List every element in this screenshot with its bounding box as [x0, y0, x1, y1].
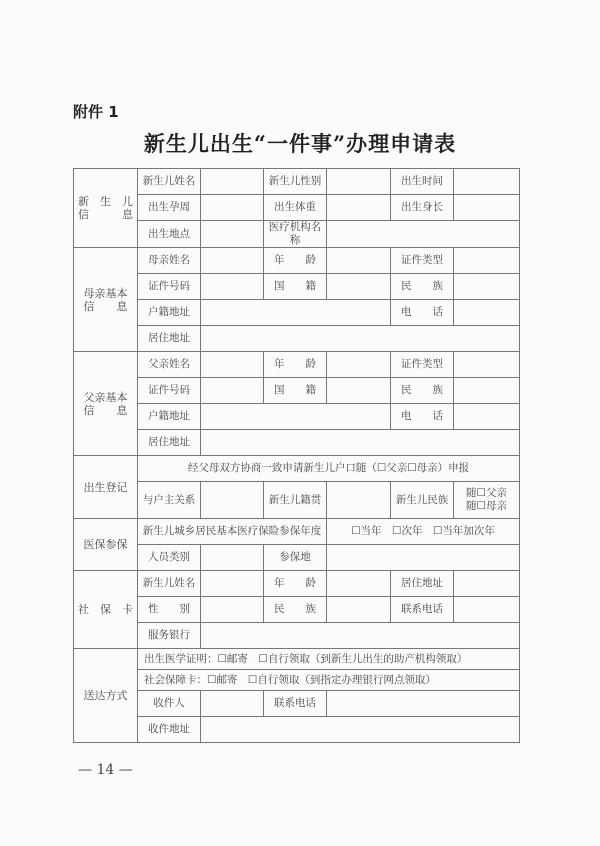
section-label: 送达方式 — [74, 649, 138, 743]
field-label: 参保地 — [264, 545, 327, 571]
field-label: 联系电话 — [391, 597, 454, 623]
input-cell[interactable] — [327, 169, 391, 195]
field-label: 社会保障卡：☐邮寄 ☐自行领取（到指定办理银行网点领取） — [138, 670, 520, 691]
form-row — [74, 352, 520, 378]
form-row — [74, 691, 520, 717]
input-cell[interactable] — [327, 248, 391, 274]
input-cell[interactable] — [201, 691, 264, 717]
form-row — [74, 221, 520, 248]
form-row — [74, 274, 520, 300]
input-cell[interactable] — [201, 248, 264, 274]
input-cell[interactable] — [454, 378, 520, 404]
field-label: 联系电话 — [264, 691, 327, 717]
input-cell[interactable] — [454, 597, 520, 623]
field-label: 经父母双方协商一致申请新生儿户口随（☐父亲☐母亲）申报 — [138, 456, 520, 482]
input-cell[interactable] — [327, 545, 520, 571]
field-label: 新生儿籍贯 — [264, 482, 327, 519]
input-cell[interactable] — [454, 571, 520, 597]
input-cell[interactable] — [454, 352, 520, 378]
form-row — [74, 545, 520, 571]
field-label: 证件号码 — [138, 378, 201, 404]
input-cell[interactable] — [201, 430, 520, 456]
field-label: 年 龄 — [264, 571, 327, 597]
input-cell[interactable] — [327, 274, 391, 300]
input-cell[interactable] — [454, 169, 520, 195]
field-label: 国 籍 — [264, 274, 327, 300]
page-number: — 14 — — [78, 762, 133, 778]
field-label: 出生体重 — [264, 195, 327, 221]
input-cell[interactable] — [201, 571, 264, 597]
input-cell[interactable] — [201, 717, 520, 743]
field-label: 证件类型 — [391, 248, 454, 274]
field-label: 新生儿姓名 — [138, 571, 201, 597]
form-row — [74, 649, 520, 670]
form-row — [74, 169, 520, 195]
field-label: 出生地点 — [138, 221, 201, 248]
field-label: 新生儿性别 — [264, 169, 327, 195]
input-cell[interactable] — [327, 195, 391, 221]
field-label: 民 族 — [264, 597, 327, 623]
input-cell[interactable] — [201, 597, 264, 623]
input-cell[interactable] — [327, 352, 391, 378]
input-cell[interactable] — [201, 300, 391, 326]
field-label: 户籍地址 — [138, 404, 201, 430]
field-label: 人员类别 — [138, 545, 201, 571]
input-cell[interactable] — [201, 545, 264, 571]
field-label: 电 话 — [391, 404, 454, 430]
field-label: 新生儿民族 — [391, 482, 454, 519]
form-row — [74, 195, 520, 221]
field-label: 服务银行 — [138, 623, 201, 649]
form-row — [74, 482, 520, 519]
field-label: 民 族 — [391, 274, 454, 300]
input-cell[interactable] — [327, 221, 520, 248]
form-row — [74, 670, 520, 691]
input-cell[interactable] — [201, 274, 264, 300]
field-label: ☐当年 ☐次年 ☐当年加次年 — [327, 519, 520, 545]
field-label: 父亲姓名 — [138, 352, 201, 378]
input-cell[interactable] — [201, 482, 264, 519]
field-label: 居住地址 — [138, 430, 201, 456]
form-row — [74, 300, 520, 326]
input-cell[interactable] — [327, 571, 391, 597]
field-label: 与户主关系 — [138, 482, 201, 519]
input-cell[interactable] — [327, 378, 391, 404]
form-row — [74, 519, 520, 545]
form-row — [74, 717, 520, 743]
input-cell[interactable] — [201, 326, 520, 352]
section-label: 社 保 卡 — [74, 571, 138, 649]
form-row — [74, 597, 520, 623]
field-label: 收件人 — [138, 691, 201, 717]
field-label: 国 籍 — [264, 378, 327, 404]
field-label: 居住地址 — [391, 571, 454, 597]
input-cell[interactable] — [454, 195, 520, 221]
field-label: 出生身长 — [391, 195, 454, 221]
field-label: 居住地址 — [138, 326, 201, 352]
field-label: 户籍地址 — [138, 300, 201, 326]
field-label: 出生孕周 — [138, 195, 201, 221]
form-row — [74, 430, 520, 456]
input-cell[interactable] — [454, 248, 520, 274]
section-label: 父亲基本 信 息 — [74, 352, 138, 456]
input-cell[interactable] — [201, 623, 520, 649]
annex-label: 附件 1 — [73, 103, 119, 121]
field-label: 电 话 — [391, 300, 454, 326]
form-row — [74, 623, 520, 649]
field-label: 出生医学证明：☐邮寄 ☐自行领取（到新生儿出生的助产机构领取） — [138, 649, 520, 670]
field-label: 年 龄 — [264, 248, 327, 274]
section-label: 出生登记 — [74, 456, 138, 519]
input-cell[interactable] — [201, 404, 391, 430]
field-label: 随☐父亲 随☐母亲 — [454, 482, 520, 519]
section-label: 医保参保 — [74, 519, 138, 571]
input-cell[interactable] — [201, 352, 264, 378]
field-label: 证件号码 — [138, 274, 201, 300]
section-label: 母亲基本 信 息 — [74, 248, 138, 352]
form-row — [74, 456, 520, 482]
form-row — [74, 378, 520, 404]
input-cell[interactable] — [327, 597, 391, 623]
input-cell[interactable] — [454, 274, 520, 300]
input-cell[interactable] — [201, 169, 264, 195]
input-cell[interactable] — [201, 221, 264, 248]
form-row — [74, 248, 520, 274]
form-title: 新生儿出生“一件事”办理申请表 — [143, 131, 457, 156]
input-cell[interactable] — [327, 691, 520, 717]
form-row — [74, 326, 520, 352]
field-label: 收件地址 — [138, 717, 201, 743]
input-cell[interactable] — [454, 404, 520, 430]
form-row — [74, 404, 520, 430]
field-label: 性 别 — [138, 597, 201, 623]
field-label: 新生儿姓名 — [138, 169, 201, 195]
input-cell[interactable] — [201, 378, 264, 404]
application-form-table — [73, 168, 520, 743]
input-cell[interactable] — [454, 300, 520, 326]
field-label: 新生儿城乡居民基本医疗保险参保年度 — [138, 519, 327, 545]
field-label: 民 族 — [391, 378, 454, 404]
field-label: 母亲姓名 — [138, 248, 201, 274]
field-label: 出生时间 — [391, 169, 454, 195]
input-cell[interactable] — [201, 195, 264, 221]
field-label: 证件类型 — [391, 352, 454, 378]
field-label: 年 龄 — [264, 352, 327, 378]
section-label: 新 生 儿 信 息 — [74, 169, 138, 248]
form-row — [74, 571, 520, 597]
field-label: 医疗机构名称 — [264, 221, 327, 248]
input-cell[interactable] — [327, 482, 391, 519]
